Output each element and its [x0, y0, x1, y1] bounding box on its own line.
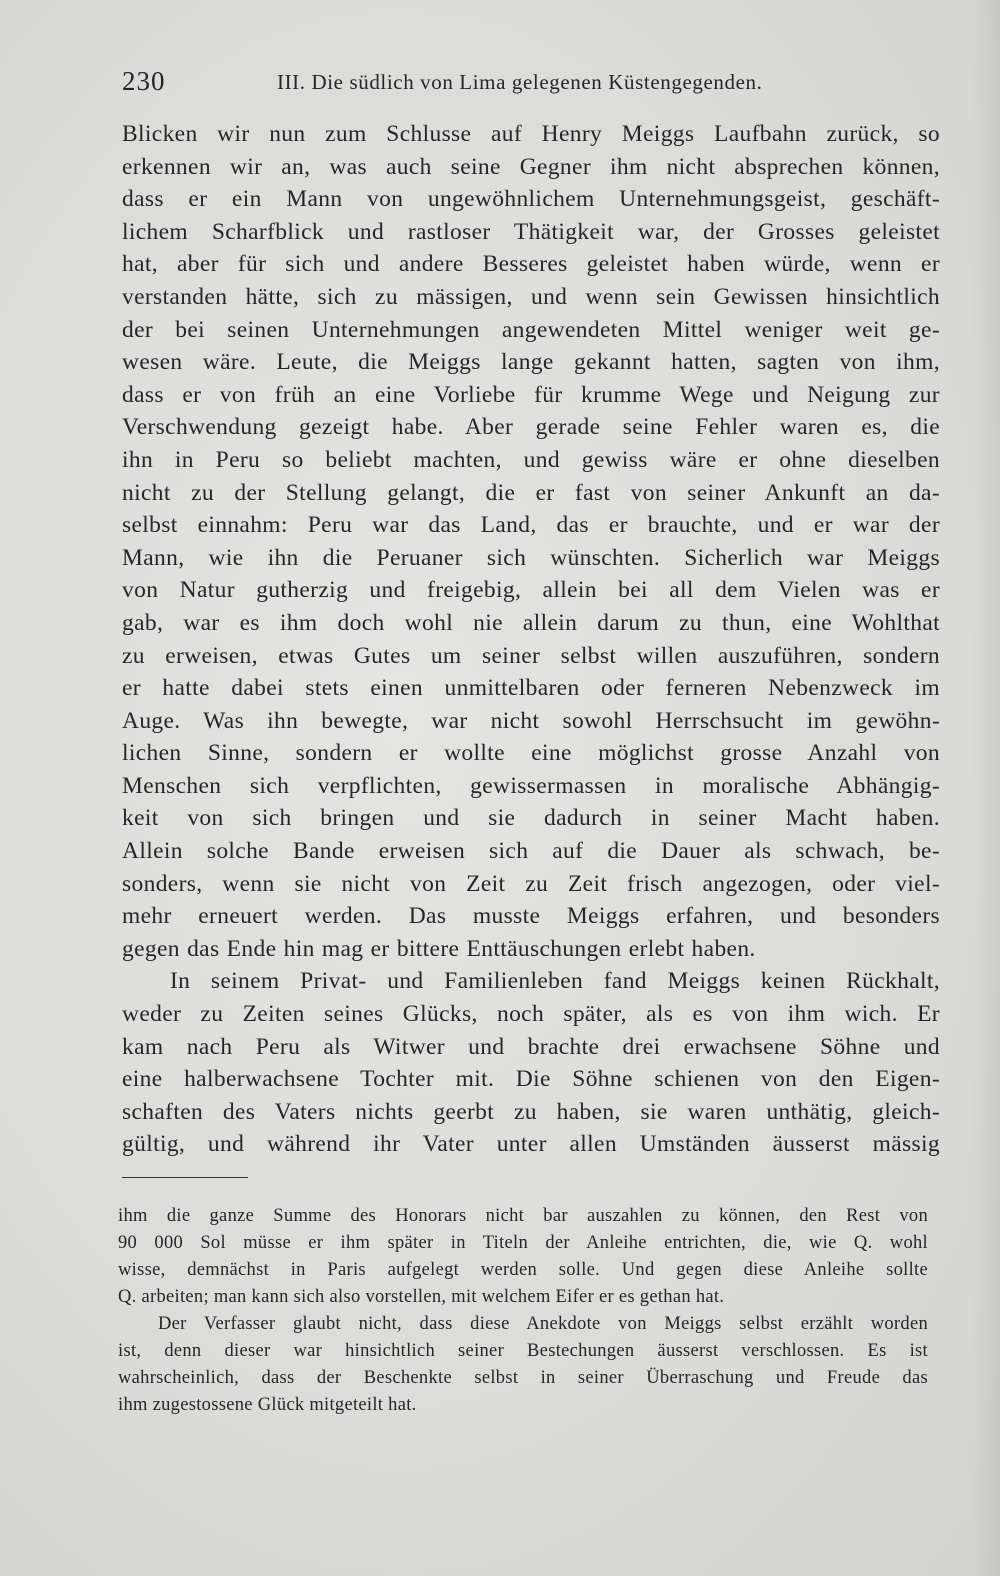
footnote-line: ihm zugestossene Glück mitgeteilt hat.: [118, 1395, 417, 1415]
footnote-separator: [122, 1177, 248, 1178]
text-line: verstanden hätte, sich zu mässigen, und wenn sein Gewissen hinsichtlich: [122, 283, 940, 310]
footnote-line: 90 000 Sol müsse er ihm später in Titeln der Anleihe entrichten, die, wie Q. wohl: [118, 1233, 928, 1253]
text-line: lichen Sinne, sondern er wollte eine möglichst grosse Anzahl von: [122, 740, 940, 767]
footnote-line: wisse, demnächst in Paris aufgelegt werden solle. Und gegen diese Anleihe sollte: [118, 1260, 928, 1280]
text-line: gültig, und während ihr Vater unter allen Umständen äusserst mässig: [122, 1131, 940, 1158]
footnote-line: Der Verfasser glaubt nicht, dass diese Anekdote von Meiggs selbst erzählt worden: [158, 1314, 928, 1334]
text-line: Blicken wir nun zum Schlusse auf Henry Meiggs Laufbahn zurück, so: [122, 121, 940, 147]
text-line: keit von sich bringen und sie dadurch in seiner Macht haben.: [122, 805, 940, 832]
text-line: eine halberwachsene Tochter mit. Die Söhne schienen von den Eigen-: [122, 1066, 940, 1093]
text-line: dass er von früh an eine Vorliebe für krumme Wege und Neigung zur: [122, 381, 940, 408]
text-line: selbst einnahm: Peru war das Land, das er brauchte, und er war der: [122, 512, 940, 539]
text-line: erkennen wir an, was auch seine Gegner ihm nicht absprechen können,: [122, 153, 940, 180]
text-line: Auge. Was ihn bewegte, war nicht sowohl Herrschsucht im gewöhn-: [122, 707, 940, 734]
footnote-line: Q. arbeiten; man kann sich also vorstellen, mit welchem Eifer er es gethan hat.: [118, 1287, 725, 1307]
text-line: zu erweisen, etwas Gutes um seiner selbst willen auszuführen, sondern: [122, 642, 940, 669]
text-line: ihn in Peru so beliebt machten, und gewiss wäre er ohne dieselben: [122, 446, 940, 473]
text-line: dass er ein Mann von ungewöhnlichem Unternehmungsgeist, geschäft-: [122, 186, 940, 213]
running-head: III. Die südlich von Lima gelegenen Küstengegenden.: [277, 70, 763, 94]
text-line: er hatte dabei stets einen unmittelbaren oder ferneren Nebenzweck im: [122, 675, 940, 702]
text-line: schaften des Vaters nichts geerbt zu haben, sie waren unthätig, gleich-: [122, 1098, 940, 1125]
text-line: mehr erneuert werden. Das musste Meiggs erfahren, und besonders: [122, 903, 940, 930]
text-line: In seinem Privat- und Familienleben fand Meiggs keinen Rückhalt,: [170, 968, 940, 995]
text-line: kam nach Peru als Witwer und brachte drei erwachsene Söhne und: [122, 1033, 940, 1060]
text-line: Verschwendung gezeigt habe. Aber gerade seine Fehler waren es, die: [122, 414, 940, 441]
text-line: weder zu Zeiten seines Glücks, noch später, als es von ihm wich. Er: [122, 1001, 940, 1028]
main-text: [122, 118, 940, 1161]
text-line: Mann, wie ihn die Peruaner sich wünschten. Sicherlich war Meiggs: [122, 544, 940, 571]
text-line: wesen wäre. Leute, die Meiggs lange gekannt hatten, sagten von ihm,: [122, 349, 940, 376]
text-line: lichem Scharfblick und rastloser Thätigkeit war, der Grosses geleistet: [122, 218, 940, 245]
footnote-line: wahrscheinlich, dass der Beschenkte selbst in seiner Überraschung und Freude das: [118, 1368, 928, 1388]
page-edge-shadow: [972, 0, 1000, 1576]
page-header: [122, 66, 812, 102]
text-line: nicht zu der Stellung gelangt, die er fast von seiner Ankunft an da-: [122, 479, 940, 506]
text-line: gab, war es ihm doch wohl nie allein darum zu thun, eine Wohlthat: [122, 609, 940, 636]
text-line: hat, aber für sich und andere Besseres geleistet haben würde, wenn er: [122, 251, 940, 278]
text-line: Menschen sich verpflichten, gewissermassen in moralische Abhängig-: [122, 772, 940, 799]
text-line: Allein solche Bande erweisen sich auf die Dauer als schwach, be-: [122, 838, 940, 865]
footnote-line: ihm die ganze Summe des Honorars nicht bar auszahlen zu können, den Rest von: [118, 1206, 928, 1226]
footnotes: [118, 1203, 928, 1419]
text-line: gegen das Ende hin mag er bittere Enttäuschungen erlebt haben.: [122, 935, 756, 962]
text-line: sonders, wenn sie nicht von Zeit zu Zeit frisch angezogen, oder viel-: [122, 870, 940, 897]
text-line: von Natur gutherzig und freigebig, allein bei all dem Vielen was er: [122, 577, 940, 604]
page-number: 230: [122, 66, 166, 96]
text-line: der bei seinen Unternehmungen angewendeten Mittel weniger weit ge-: [122, 316, 940, 343]
footnote-line: ist, denn dieser war hinsichtlich seiner Bestechungen äusserst verschlossen. Es ist: [118, 1341, 928, 1361]
